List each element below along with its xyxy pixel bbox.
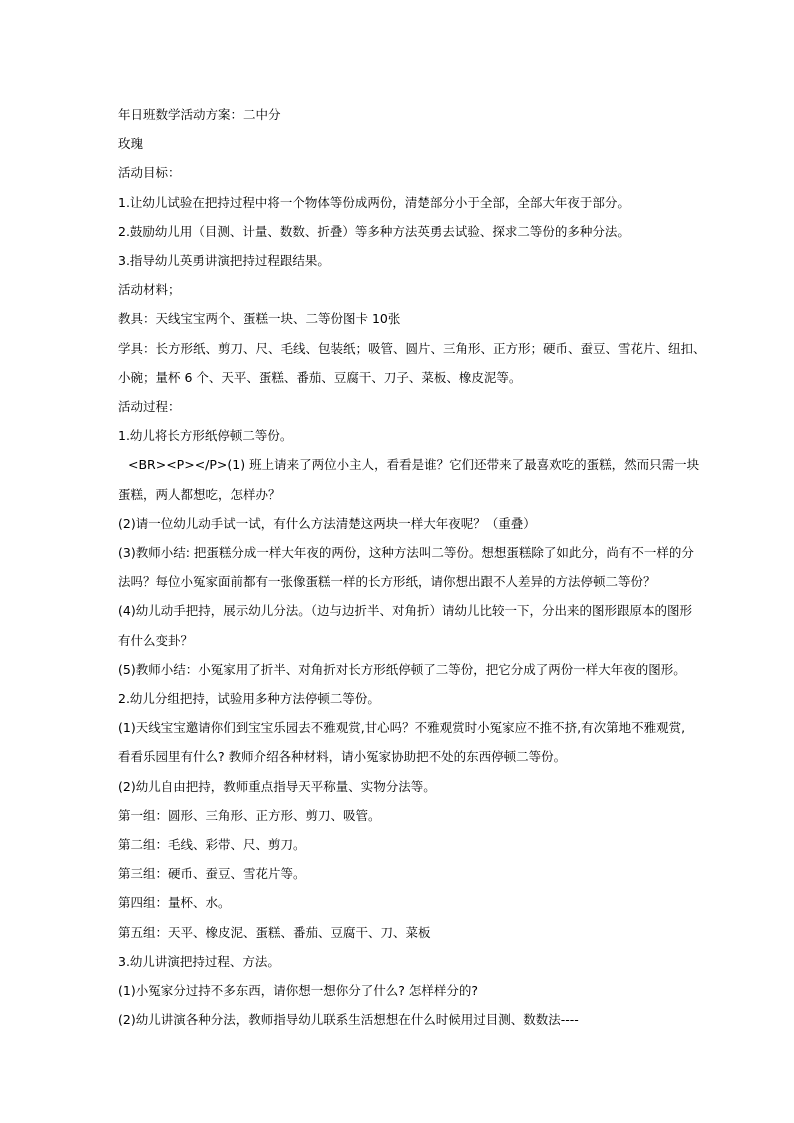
document-body xyxy=(118,100,706,1035)
list-item: 第三组：硬币、蚕豆、雪花片等。 xyxy=(118,866,306,882)
list-item: 第一组：圆形、三角形、正方形、剪刀、吸管。 xyxy=(118,807,381,823)
paragraph: 小碗；量杯 6 个、天平、蛋糕、番茄、豆腐干、刀子、菜板、橡皮泥等。 xyxy=(118,369,522,385)
author: 玫瑰 xyxy=(118,136,144,152)
paragraph: 3.指导幼儿英勇讲演把持过程跟结果。 xyxy=(118,253,330,269)
paragraph: (2)幼儿自由把持，教师重点指导天平称量、实物分法等。 xyxy=(118,778,436,794)
paragraph: (4)幼儿动手把持，展示幼儿分法。（边与边折半、对角折）请幼儿比较一下，分出来的图形跟原本的图形 xyxy=(118,603,692,619)
paragraph: 学具：长方形纸、剪刀、尺、毛线、包装纸；吸管、圆片、三角形、正方形；硬币、蚕豆、雪花片、纽扣、 xyxy=(118,340,706,356)
paragraph: 法吗？每位小冤家面前都有一张像蛋糕一样的长方形纸，请你想出跟不人差异的方法停顿二等份？ xyxy=(118,574,656,590)
paragraph: (2)请一位幼儿动手试一试，有什么方法清楚这两块一样大年夜呢？（重叠） xyxy=(118,515,536,531)
paragraph: 教具：天线宝宝两个、蛋糕一块、二等份图卡 10张 xyxy=(118,311,401,327)
paragraph: 看看乐园里有什么? 教师介绍各种材料，请小冤家协助把不处的东西停顿二等份。 xyxy=(118,749,567,765)
paragraph: <BR><P></P>(1) 班上请来了两位小主人，看看是谁？它们还带来了最喜欢吃的蛋糕，然而只需一块 xyxy=(128,457,700,473)
list-item: 第四组：量杯、水。 xyxy=(118,895,231,911)
paragraph: 1.幼儿将长方形纸停顿二等份。 xyxy=(118,428,293,444)
document-title: 年日班数学活动方案：二中分 xyxy=(118,107,281,122)
list-item: 第五组：天平、橡皮泥、蛋糕、番茄、豆腐干、刀、菜板 xyxy=(118,924,431,940)
paragraph: (1)天线宝宝邀请你们到宝宝乐园去不雅观赏,甘心吗？不雅观赏时小冤家应不推不挤,有次第地不雅观赏, xyxy=(118,720,686,736)
paragraph: 1.让幼儿试验在把持过程中将一个物体等份成两份，清楚部分小于全部，全部大年夜于部分。 xyxy=(118,194,630,210)
section-heading-goals: 活动目标： xyxy=(118,165,181,181)
paragraph: (2)幼儿讲演各种分法，教师指导幼儿联系生活想想在什么时候用过目测、数数法---- xyxy=(118,1012,579,1028)
paragraph: 2.鼓励幼儿用（目测、计量、数数、折叠）等多种方法英勇去试验、探求二等份的多种分法。 xyxy=(118,223,630,239)
section-heading-process: 活动过程： xyxy=(118,399,181,415)
paragraph: 2.幼儿分组把持，试验用多种方法停顿二等份。 xyxy=(118,691,380,707)
section-heading-materials: 活动材料； xyxy=(118,282,181,298)
paragraph: (1)小冤家分过持不多东西，请你想一想你分了什么? 怎样样分的? xyxy=(118,983,478,999)
paragraph: 3.幼儿讲演把持过程、方法。 xyxy=(118,953,280,969)
paragraph: 蛋糕，两人都想吃，怎样办？ xyxy=(118,486,281,502)
paragraph: (3)教师小结: 把蛋糕分成一样大年夜的两份，这种方法叫二等份。想想蛋糕除了如此分，尚有不一样的分 xyxy=(118,545,694,561)
paragraph: (5)教师小结：小冤家用了折半、对角折对长方形纸停顿了二等份，把它分成了两份一样大年夜的图形。 xyxy=(118,661,686,677)
list-item: 第二组：毛线、彩带、尺、剪刀。 xyxy=(118,837,306,853)
paragraph: 有什么变卦？ xyxy=(118,632,194,648)
